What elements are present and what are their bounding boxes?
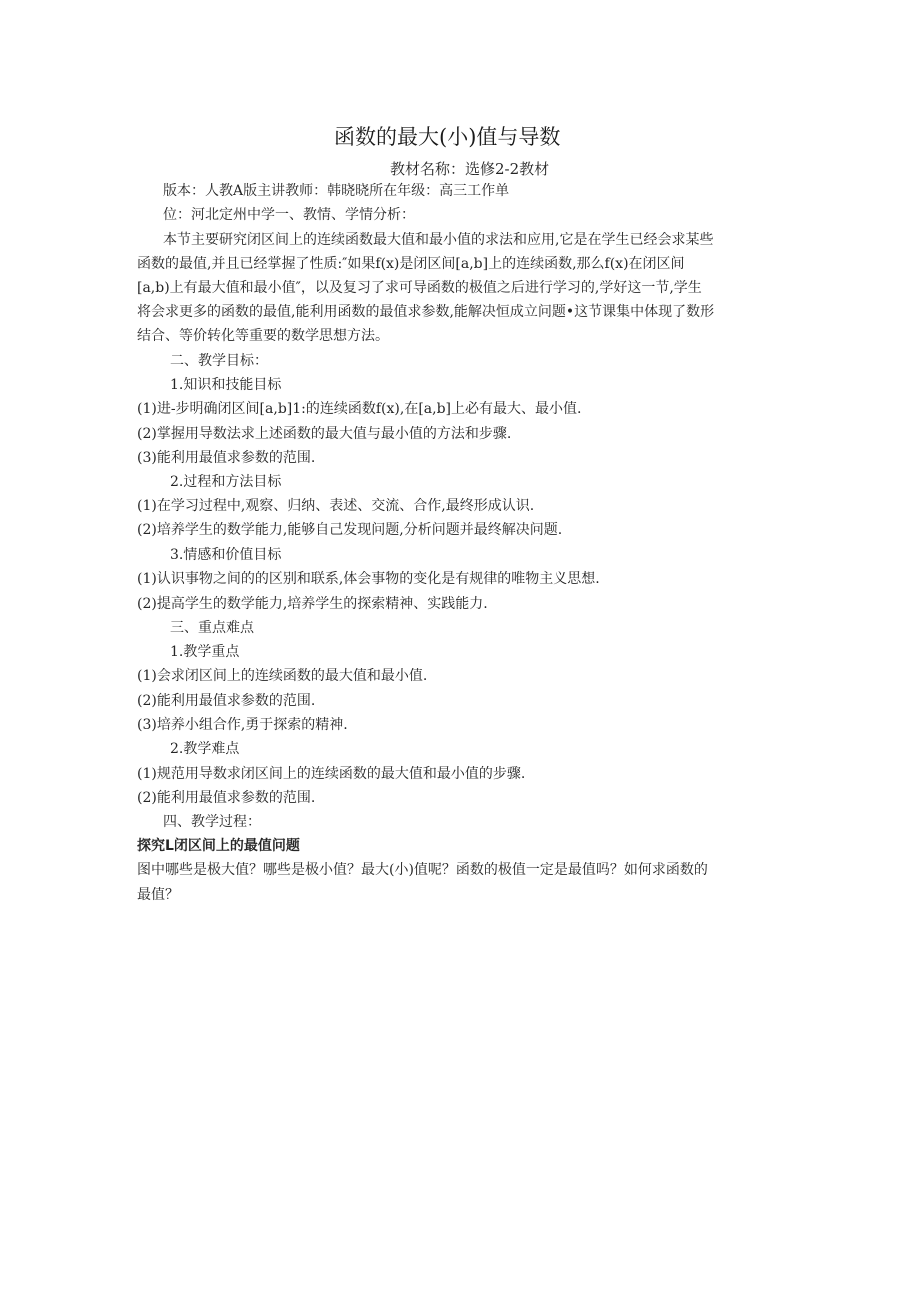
meta-line-2: 位：河北定州中学一、教情、学情分析： bbox=[163, 207, 415, 223]
list-item: (2)提高学生的数学能力,培养学生的探索精神、实践能力. bbox=[137, 596, 488, 612]
section-heading-process: 四、教学过程： bbox=[163, 814, 261, 830]
list-item: (2)能利用最值求参数的范围. bbox=[137, 693, 316, 709]
subsection-heading: 2.过程和方法目标 bbox=[170, 474, 282, 490]
list-item: (2)掌握用导数法求上述函数的最大值与最小值的方法和步骤. bbox=[137, 426, 512, 442]
subsection-heading: 1.知识和技能目标 bbox=[170, 377, 282, 393]
list-item: (3)培养小组合作,勇于探索的精神. bbox=[137, 717, 348, 733]
subsection-heading: 1.教学重点 bbox=[170, 644, 240, 660]
list-item: (1)会求闭区间上的连续函数的最大值和最小值. bbox=[137, 668, 428, 684]
subsection-heading: 3.情感和价值目标 bbox=[170, 547, 282, 563]
document-title: 函数的最大(小)值与导数 bbox=[334, 125, 561, 149]
analysis-paragraph bbox=[137, 228, 785, 348]
analysis-line: [a,b)上有最大值和最小值″，以及复习了求可导函数的极值之后进行学习的,学好这一节,学生 bbox=[137, 280, 702, 296]
question-line: 最值？ bbox=[137, 887, 179, 903]
subsection-heading: 2.教学难点 bbox=[170, 741, 240, 757]
analysis-line: 将会求更多的函数的最值,能利用函数的最值求参数,能解决恒成立问题•这节课集中体现了数形 bbox=[137, 304, 715, 320]
list-item: (1)进-步明确闭区间[a,b]1:的连续函数f(x),在[a,b]上必有最大、最小值. bbox=[137, 401, 582, 417]
list-item: (2)培养学生的数学能力,能够自己发现问题,分析问题并最终解决问题. bbox=[137, 522, 563, 538]
section-heading-key-points: 三、重点难点 bbox=[170, 620, 254, 636]
question-line: 图中哪些是极大值？哪些是极小值？最大(小)值呢？函数的极值一定是最值吗？如何求函数的 bbox=[137, 862, 708, 878]
document-subtitle: 教材名称：选修2-2教材 bbox=[390, 160, 550, 178]
explore-heading: 探究L闭区间上的最值问题 bbox=[137, 838, 300, 854]
list-item: (2)能利用最值求参数的范围. bbox=[137, 790, 316, 806]
list-item: (1)认识事物之间的的区别和联系,体会事物的变化是有规律的唯物主义思想. bbox=[137, 571, 600, 587]
meta-line-1: 版本：人教A版主讲教师：韩晓晓所在年级：高三工作单 bbox=[163, 183, 510, 199]
list-item: (1)在学习过程中,观察、归纳、表述、交流、合作,最终形成认识. bbox=[137, 498, 535, 514]
list-item: (3)能利用最值求参数的范围. bbox=[137, 450, 316, 466]
list-item: (1)规范用导数求闭区间上的连续函数的最大值和最小值的步骤. bbox=[137, 766, 526, 782]
section-heading-goals: 二、教学目标： bbox=[170, 353, 268, 369]
analysis-line: 函数的最值,并且已经掌握了性质:″如果f(x)是闭区间[a,b]上的连续函数,那么f(x)在闭区间 bbox=[137, 256, 685, 272]
analysis-line: 本节主要研究闭区间上的连续函数最大值和最小值的求法和应用,它是在学生已经会求某些 bbox=[163, 232, 714, 248]
analysis-line: 结合、等价转化等重要的数学思想方法。 bbox=[137, 328, 389, 344]
